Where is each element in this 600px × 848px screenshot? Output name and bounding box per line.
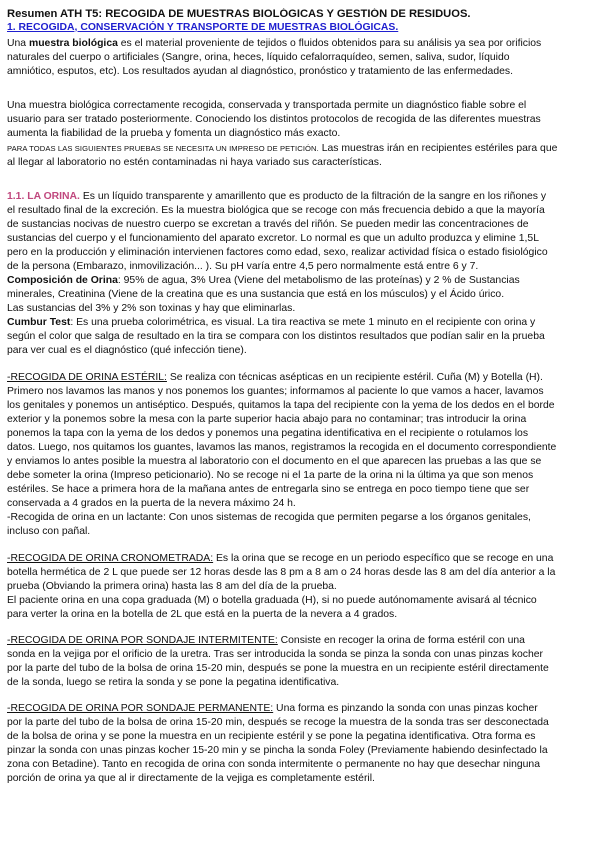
- paragraph-line: Primero nos lavamos las manos y nos ponemos los guantes; informamos al paciente lo que vamos a hacer, lavamos: [7, 386, 544, 397]
- paragraph-line: -Recogida de orina en un lactante: Con unos sistemas de recogida que permiten pegarse a los órganos genitales,: [7, 512, 531, 523]
- paragraph-line: según el color que salga de resultado en la tira se compara con los distintos resultados que podían salir en la prueba: [7, 331, 545, 342]
- section-heading-1-1: 1.1. LA ORINA.: [7, 191, 80, 202]
- paragraph-line: conservada a 4 grados en la puerta de la nevera máximo 24 h.: [7, 498, 296, 509]
- paragraph-line: incluso con pañal.: [7, 526, 91, 537]
- paragraph-line: por la parte del tubo de la bolsa de orina 15-20 min, después se recoge la muestra de la sonda tras ser desconectada: [7, 717, 549, 728]
- paragraph-line: El paciente orina en una copa graduada (M) o botella graduada (H), si no puede autónomamente avisará al técnico: [7, 595, 537, 606]
- paragraph-line: usuario para ser tratado posteriormente. Conociendo los distintos protocolos de recogida de las diferentes muestras: [7, 114, 541, 125]
- paragraph-line: -RECOGIDA DE ORINA ESTÉRIL: Se realiza con técnicas asépticas en un recipiente estéril. Cuña (M) y Botella (H).: [7, 372, 543, 383]
- paragraph-line: sustancias del cuerpo y el funcionamiento del aparato excretor. Lo normal es que un adulto produzca y elimine 1,5L: [7, 233, 539, 244]
- paragraph-line: -RECOGIDA DE ORINA POR SONDAJE INTERMITENTE: Consiste en recoger la orina de forma estéril con una: [7, 635, 525, 646]
- paragraph-line: de sustancias nocivas de nuestro cuerpo se excretan a través del riñón. Se pueden medir las concentraciones de: [7, 219, 529, 230]
- subsection-label: -RECOGIDA DE ORINA ESTÉRIL:: [7, 372, 167, 383]
- paragraph-line: sonda en la vejiga por el orificio de la uretra. Tras ser introducida la sonda se pinza la sonda con unas pinzas kocher: [7, 649, 544, 660]
- subsection-label: -RECOGIDA DE ORINA POR SONDAJE PERMANENTE:: [7, 703, 274, 714]
- paragraph-line: Una muestra biológica es el material proveniente de tejidos o fluidos obtenidos para su análisis ya sea por orificios: [7, 38, 542, 49]
- subsection-label: -RECOGIDA DE ORINA POR SONDAJE INTERMITENTE:: [7, 635, 278, 646]
- paragraph-line: para ver cual es el diagnóstico (qué infección tiene).: [7, 345, 247, 356]
- paragraph-line: por la parte del tubo de la bolsa de orina 15-20 min, después se pone la muestra en un recipiente estéril directamente: [7, 663, 549, 674]
- paragraph-line: pinzar la sonda con unas pinzas kocher 15-20 min y se pincha la sonda Foley (Previamente habiendo desinfectado la: [7, 745, 548, 756]
- paragraph-line: -RECOGIDA DE ORINA POR SONDAJE PERMANENTE: Una forma es pinzando la sonda con unas pinzas kocher: [7, 703, 538, 714]
- paragraph-line: exterior y la ponemos sobre la mesa con la parte superior hacia abajo para no contaminar; tras introducir la orina: [7, 414, 527, 425]
- paragraph-line: debe someter la orina (Impreso peticionario). No se recoge ni el 1a parte de la orina ni la última ya que son menos: [7, 470, 534, 481]
- paragraph-line: zona con Betadine). Tanto en recogida de orina con sonda intermitente o permanente no hay que desechar ninguna: [7, 759, 540, 770]
- paragraph-line: naturales del cuerpo o artificiales (Sangre, orina, heces, líquido cefalorraquídeo, semen, saliva, sudor, líquido: [7, 52, 510, 63]
- document-title: Resumen ATH T5: RECOGIDA DE MUESTRAS BIOLÓGICAS Y GESTIÓN DE RESIDUOS.: [7, 8, 471, 20]
- paragraph-line: amniótico, esputos, etc). Los resultados ayudan al diagnóstico, pronóstico y tratamiento de las enfermedades.: [7, 66, 513, 77]
- paragraph-line: de la sonda, luego se retira la sonda y se pone la pegatina identificativa.: [7, 677, 340, 688]
- paragraph-line: -RECOGIDA DE ORINA CRONOMETRADA: Es la orina que se recoge en un periodo específico que se recoge en una: [7, 553, 554, 564]
- paragraph-line: 1.1. LA ORINA. Es un líquido transparente y amarillento que es producto de la filtración de la sangre en los riñones y: [7, 191, 547, 202]
- section-heading-1: 1. RECOGIDA, CONSERVACIÓN Y TRANSPORTE DE MUESTRAS BIOLÓGICAS.: [7, 22, 399, 33]
- paragraph-line: los genitales y ponemos un antiséptico. Después, quitamos la tapa del recipiente con la yema de los dedos en el borde: [7, 400, 555, 411]
- paragraph-line: ponemos la tapa con la yema de los dedos y ponemos una pegatina identificativa en el recipiente o rotulamos los: [7, 428, 529, 439]
- subsection-label: -RECOGIDA DE ORINA CRONOMETRADA:: [7, 553, 214, 564]
- paragraph-line: el resultado final de la excreción. Es la muestra biológica que se recoge con más frecuencia debido a que la mayoría: [7, 205, 545, 216]
- paragraph-line: Composición de Orina: 95% de agua, 3% Urea (Viene del metabolismo de las proteínas) y 2 % de Sustancias: [7, 275, 520, 286]
- paragraph-line: porción de orina ya que al ir directamente de la vejiga es completamente estéril.: [7, 773, 375, 784]
- paragraph-line: aumenta la fiabilidad de la prueba y fomenta un diagnóstico más exacto.: [7, 128, 341, 139]
- paragraph-line: prueba (Obviando la primera orina) hasta las 8 am del día de la prueba.: [7, 581, 337, 592]
- paragraph-line: botella hermética de 2 L que puede ser 12 horas desde las 8 pm a 8 am o 24 horas desde las 8 am del día anterior a la: [7, 567, 556, 578]
- paragraph-line: Cumbur Test: Es una prueba colorimétrica, es visual. La tira reactiva se mete 1 minuto en el recipiente con orina y: [7, 317, 536, 328]
- paragraph-line: minerales, Creatinina (Viene de la creatina que es una sustancia que está en los músculos) y el Ácido úrico.: [7, 289, 505, 300]
- paragraph-line: de la bolsa de orina y se pone la muestra en un recipiente estéril y se pone la pegatina identificativa. Otra forma es: [7, 731, 536, 742]
- paragraph-line: al llegar al laboratorio no estén contaminadas ni haya variado sus características.: [7, 157, 382, 168]
- paragraph-line: datos. Luego, nos quitamos los guantes, lavamos las manos, registramos la recogida en el documento correspondiente: [7, 442, 557, 453]
- paragraph-line: estériles. Se hace a primera hora de la mañana antes de entregarla sino se entrega en poco tiempo tiene que ser: [7, 484, 530, 495]
- paragraph-line: de la persona (Embarazo, inmovilización... ). Su pH varía entre 4,5 pero normalmente está entre 6 y 7.: [7, 261, 479, 272]
- paragraph-line: Una muestra biológica correctamente recogida, conservada y transportada permite un diagnóstico fiable sobre el: [7, 100, 527, 111]
- paragraph-line: para verter la orina en la botella de 2L que está en la puerta de la nevera a 4 grados.: [7, 609, 398, 620]
- paragraph-line: y enviamos lo antes posible la muestra al laboratorio con el documento en el que aparecen las pruebas a las que se: [7, 456, 542, 467]
- paragraph-line: pero en la producción y eliminación intervienen factores como edad, sexo, realizar actividad física o estado fisiológico: [7, 247, 548, 258]
- paragraph-line: PARA TODAS LAS SIGUIENTES PRUEBAS SE NECESITA UN IMPRESO DE PETICIÓN. Las muestras irán en recipientes estériles para que: [7, 143, 558, 154]
- paragraph-line: Las sustancias del 3% y 2% son toxinas y hay que eliminarlas.: [7, 303, 296, 314]
